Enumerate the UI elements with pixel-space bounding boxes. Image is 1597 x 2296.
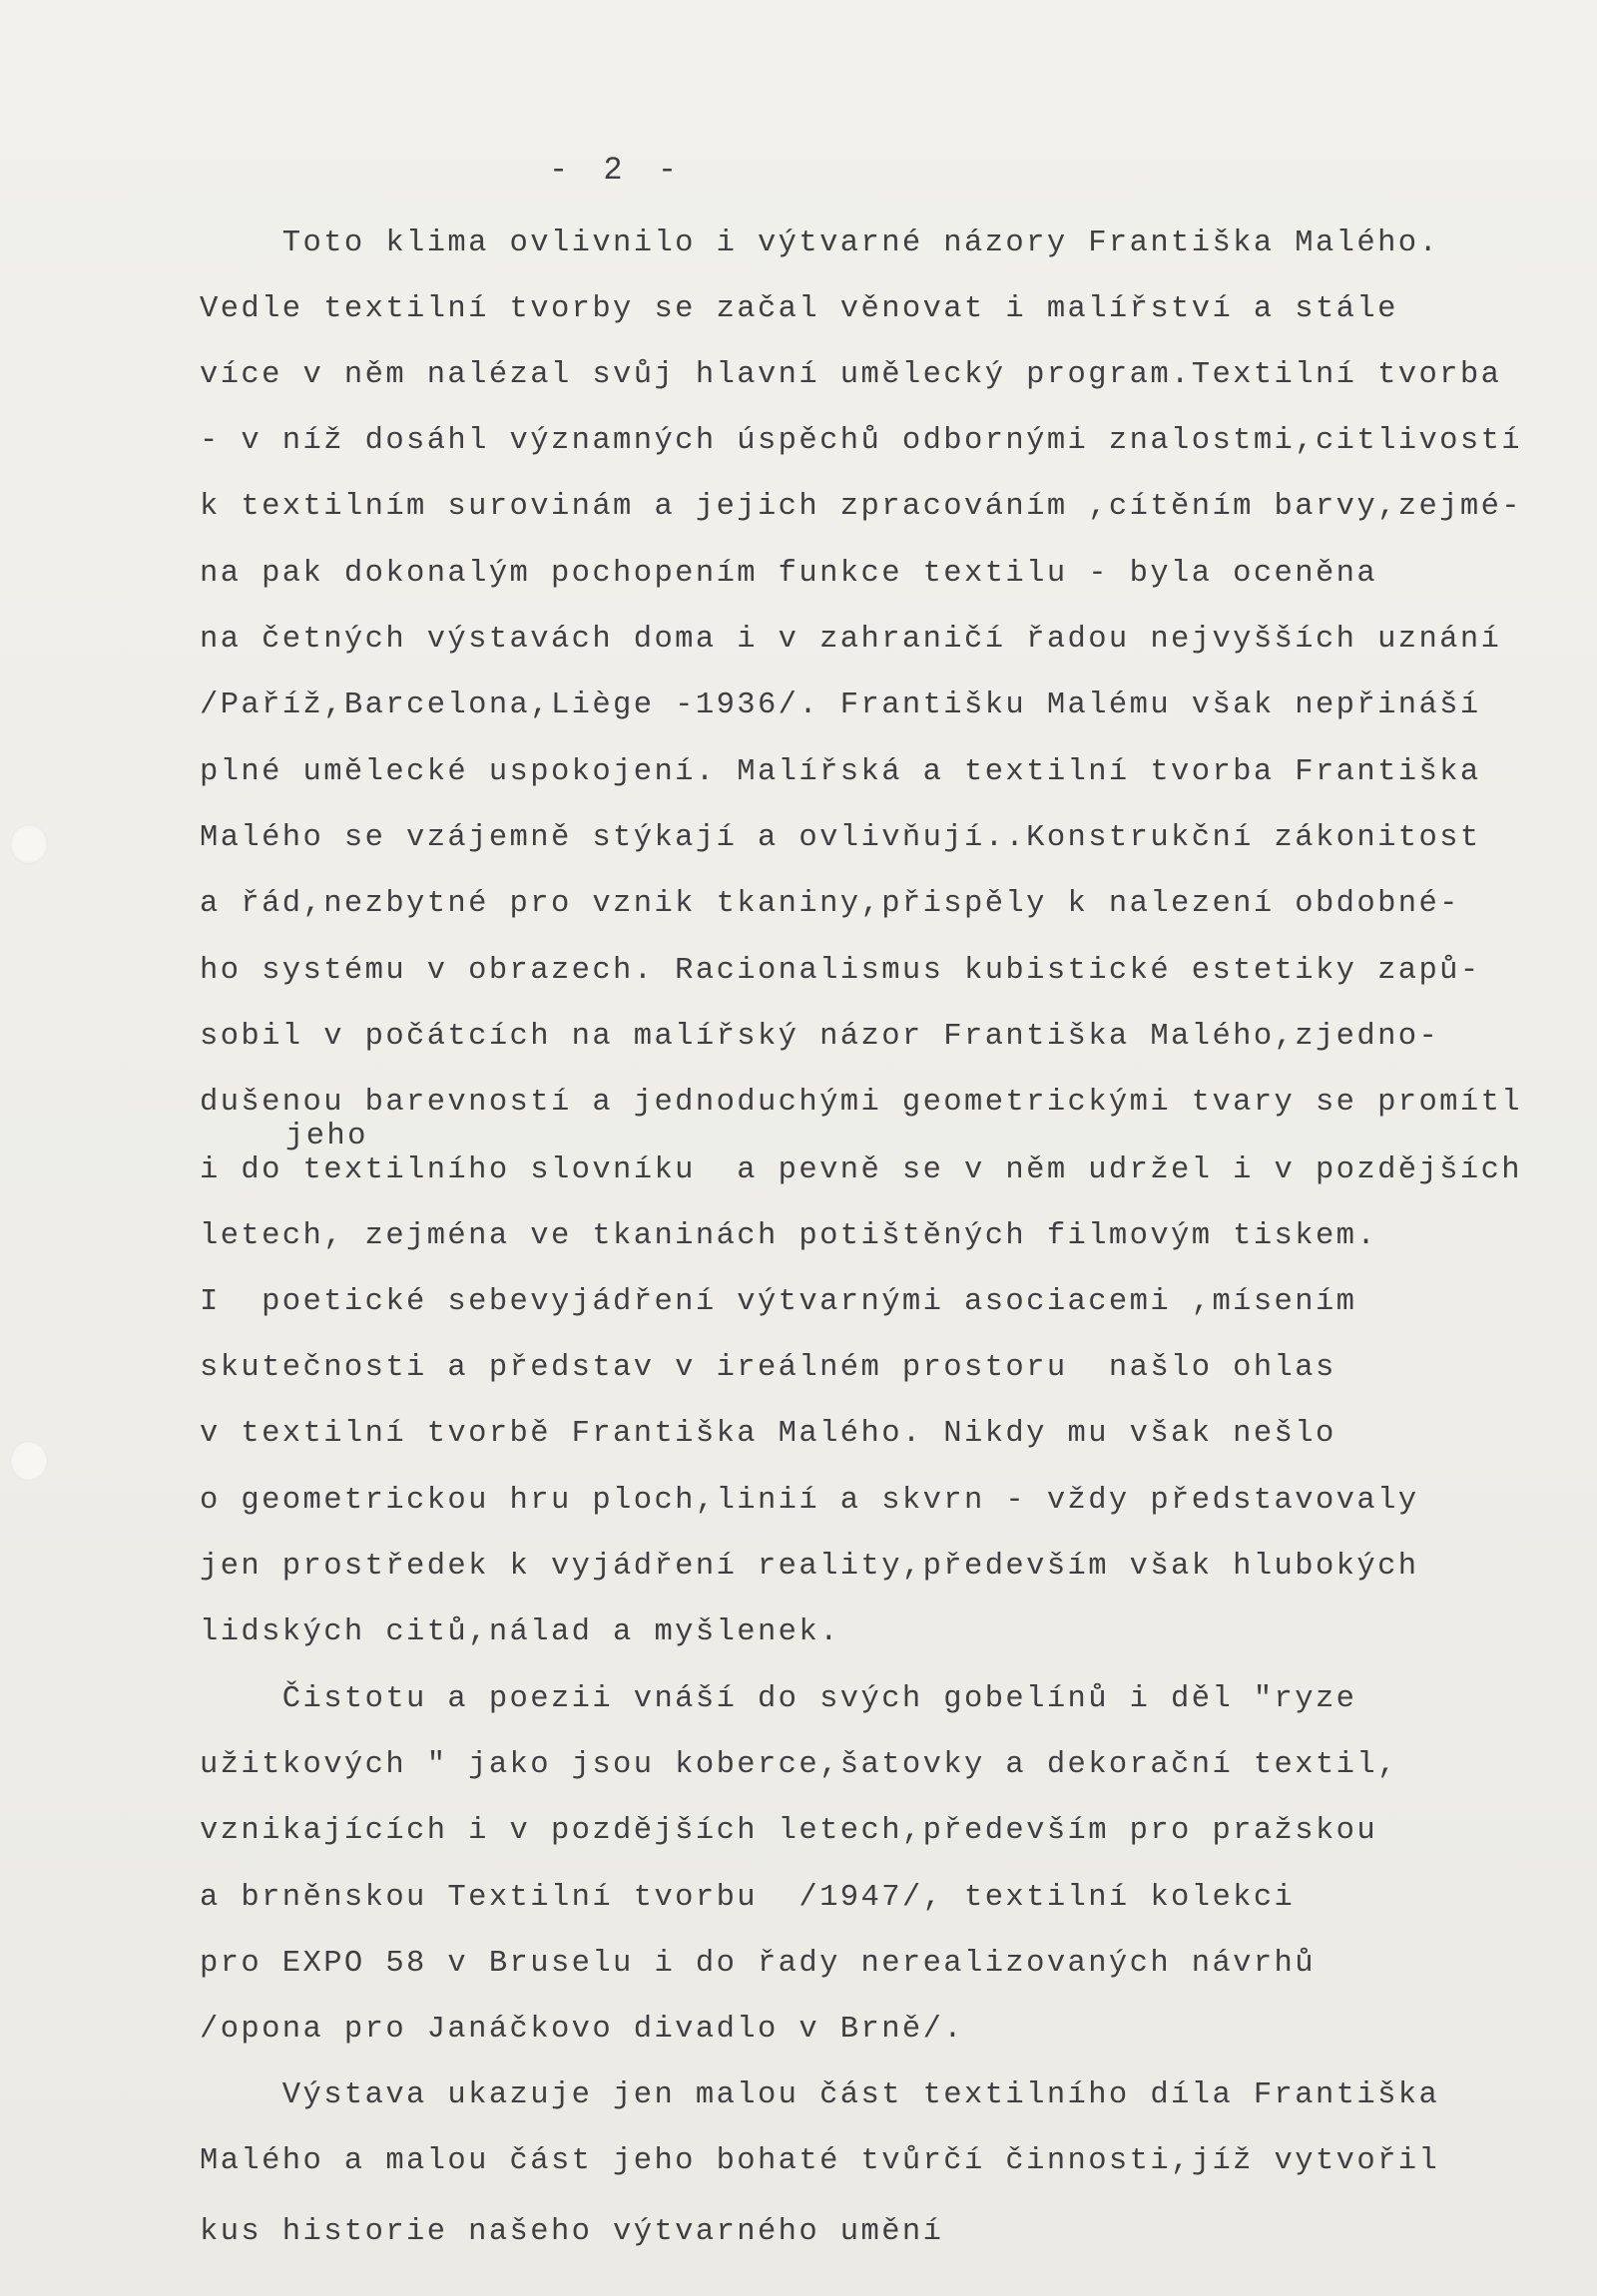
text-line: o geometrickou hru ploch,linií a skvrn - vždy představovaly (200, 1484, 1419, 1518)
interlinear-insert: jeho (285, 1120, 368, 1153)
text-line: v textilní tvorbě Františka Malého. Nikdy mu však nešlo (200, 1417, 1336, 1451)
text-line: dušenou barevností a jednoduchými geometrickými tvary se promítl (200, 1086, 1522, 1120)
text-line: - v níž dosáhl významných úspěchů odbornými znalostmi,citlivostí (200, 424, 1522, 458)
text-line: jen prostředek k vyjádření reality,především však hlubokých (200, 1550, 1419, 1584)
punch-hole-top (10, 824, 48, 864)
text-line: i do textilního slovníku a pevně se v něm udržel i v pozdějších (200, 1153, 1522, 1187)
text-line: skutečnosti a představ v ireálném prostoru našlo ohlas (200, 1351, 1336, 1385)
text-line: letech, zejména ve tkaninách potištěných filmovým tiskem. (200, 1219, 1378, 1253)
text-line: Čistotu a poezii vnáší do svých gobelínů i děl "ryze (200, 1682, 1357, 1716)
text-line: Toto klima ovlivnilo i výtvarné názory Františka Malého. (200, 227, 1440, 260)
text-line: na pak dokonalým pochopením funkce textilu - byla oceněna (200, 557, 1378, 591)
text-line: sobil v počátcích na malířský názor Františka Malého,zjedno- (200, 1020, 1440, 1054)
text-line: /opona pro Janáčkovo divadlo v Brně/. (200, 2013, 965, 2047)
text-line: více v něm nalézal svůj hlavní umělecký program.Textilní tvorba (200, 358, 1502, 392)
text-line: plné umělecké uspokojení. Malířská a textilní tvorba Františka (200, 755, 1481, 789)
page-number: - 2 - (549, 152, 686, 189)
text-line: Vedle textilní tvorby se začal věnovat i malířství a stále (200, 292, 1398, 326)
text-line: lidských citů,nálad a myšlenek. (200, 1615, 840, 1649)
text-line: k textilním surovinám a jejich zpracováním ,cítěním barvy,zejmé- (200, 490, 1522, 524)
text-line: Malého se vzájemně stýkají a ovlivňují..Konstrukční zákonitost (200, 821, 1481, 855)
text-line: ho systému v obrazech. Racionalismus kubistické estetiky zapů- (200, 954, 1481, 988)
text-line: vznikajících i v pozdějších letech,především pro pražskou (200, 1814, 1378, 1848)
text-line: a řád,nezbytné pro vznik tkaniny,přispěly k nalezení obdobné- (200, 887, 1460, 921)
text-line: a brněnskou Textilní tvorbu /1947/, textilní kolekci (200, 1881, 1296, 1915)
text-line: kus historie našeho výtvarného umění (200, 2215, 944, 2249)
text-line: I poetické sebevyjádření výtvarnými asociacemi ,mísením (200, 1285, 1357, 1319)
text-line: Malého a malou část jeho bohaté tvůrčí činnosti,jíž vytvořil (200, 2144, 1440, 2178)
punch-hole-bottom (10, 1441, 48, 1481)
text-line: na četných výstavách doma i v zahraničí řadou nejvyšších uznání (200, 623, 1502, 657)
text-line: Výstava ukazuje jen malou část textilního díla Františka (200, 2078, 1440, 2112)
text-line: /Paříž,Barcelona,Liège -1936/. Františku Malému však nepřináší (200, 689, 1481, 722)
text-line: pro EXPO 58 v Bruselu i do řady nerealizovaných návrhů (200, 1947, 1316, 1981)
text-line: užitkových " jako jsou koberce,šatovky a dekorační textil, (200, 1748, 1398, 1782)
